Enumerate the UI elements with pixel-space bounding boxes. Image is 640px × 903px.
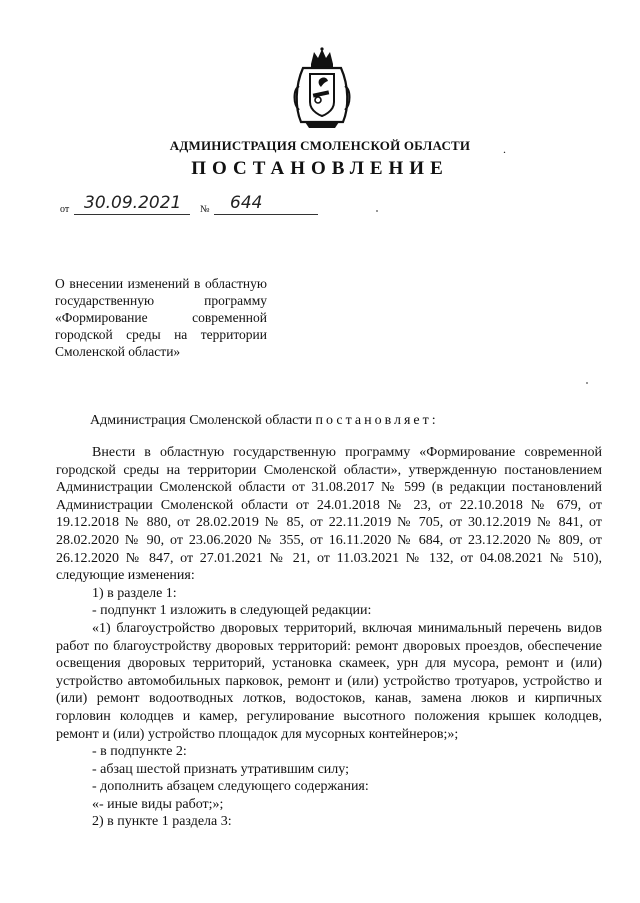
number-underline [214,214,318,215]
organization-name: АДМИНИСТРАЦИЯ СМОЛЕНСКОЙ ОБЛАСТИ [169,138,471,153]
item-1-subpoint-2-c: «- иные виды работ;»; [92,796,224,812]
item-2: 2) в пункте 1 раздела 3: [92,814,232,830]
scan-speck [376,210,378,212]
scan-speck [586,382,588,384]
number-label: № [200,204,210,215]
subject-block [55,275,267,360]
document-type-title: ПОСТАНОВЛЕНИЕ [191,158,449,179]
subject-text: О внесении изменений в областную государственную программу «Формирование современной городской среды на территории Смоленской области» [55,276,267,359]
dot: . [503,142,506,156]
document-body [56,444,602,831]
item-1-subpoint-2-b: - дополнить абзацем следующего содержания: [92,779,369,795]
intro-paragraph: Внести в областную государственную программу «Формирование современной городской среды на территории Смоленской области», утвержденную постановлением Администрации Смоленской области от 31.08.2017 № 599 (в редакции постановлений Администрации Смоленской области от 24.01.2018 № 23, от 22.10.2018 № 679, от 19.12.2018 № 880, от 28.02.2019 № 85, от 22.11.2019 № 705, от 30.12.2019 № 841, от 28.02.2020 № 90, от 23.06.2020 № 355, от 16.11.2020 № 684, от 23.12.2020 № 809, от 26.12.2020 № 847, от 27.01.2021 № 21, от 11.03.2021 № 132, от 04.08.2021 № 510), следующие изменения: [56,445,602,584]
item-1-subpoint-2: - в подпункте 2: [92,744,187,760]
smolensk-coat-of-arms-icon [291,46,353,132]
quoted-paragraph: «1) благоустройство дворовых территорий, включая минимальный перечень видов работ по благоустройству дворовых территорий: ремонт дворовых проездов, обеспечение освещения дворовых территорий, установка скамеек, урн для мусора, ремонт и (или) устройство автомобильных парковок, ремонт и (или) устройство тротуаров, устройство и (или) ремонт водоотводных лотков, водостоков, канав, замена люков и кирпичных горловин колодцев и камер, регулирование высотного положения крышек колодцев, ремонт и (или) устройство площадок для мусорных контейнеров;»; [56,620,602,742]
decree-verb: постановляет: [315,413,439,428]
date-number-line [60,193,320,217]
handwritten-date: 30.09.2021 [84,193,182,213]
from-label: от [60,204,70,215]
decree-prefix: Администрация Смоленской области [90,413,313,428]
item-1: 1) в разделе 1: [92,585,177,601]
decree-line [90,413,439,429]
item-1-subpoint-2-a: - абзац шестой признать утратившим силу; [92,761,349,777]
handwritten-number: 644 [230,193,263,213]
item-1-subpoint-1: - подпункт 1 изложить в следующей редакции: [92,603,372,619]
date-underline [74,214,190,215]
